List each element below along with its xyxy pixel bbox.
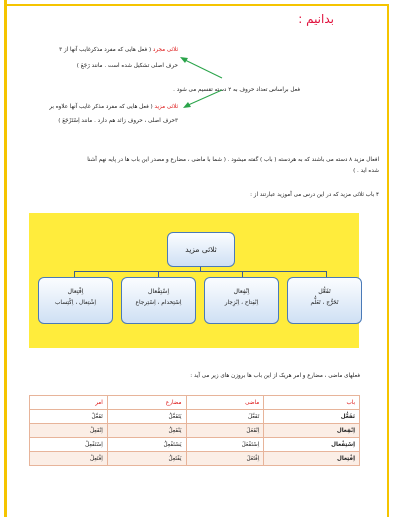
- mazid-label: ثلاثی مزید: [154, 104, 178, 110]
- cell-amr: اِنْفَعِلْ: [30, 424, 108, 438]
- node-examples: اِسْتِخدام ، اِسْتِرجاع: [135, 300, 182, 306]
- page-title: بدانیم :: [298, 12, 334, 26]
- cell-madi: اِسْتَفْعَلَ: [186, 438, 264, 452]
- cell-bab: اِسْتِفْعال: [264, 438, 360, 452]
- cell-mudari: یَتَفَعَّلُ: [107, 410, 186, 424]
- cell-bab: اِفْتِعال: [264, 452, 360, 466]
- node-name: اِسْتِفْعال: [147, 288, 170, 295]
- header-amr: امر: [30, 396, 108, 410]
- node-examples: تَخَرُّج ، تَعَلُّم: [310, 300, 339, 306]
- mazid-text-1: ( فعل هایی که مفرد مذکر غایب آنها علاوه بر: [49, 104, 153, 110]
- cell-mudari: یَنْفَعِلُ: [107, 424, 186, 438]
- arrow-to-mujarrad: [183, 59, 222, 78]
- cell-amr: تَفَعَّلْ: [30, 410, 108, 424]
- cell-bab: تَفَعُّل: [264, 410, 360, 424]
- node-examples: اِشْتِغال ، اِکْتِساب: [54, 300, 97, 306]
- classification-arrows: [0, 0, 400, 160]
- paragraph-line2: شده اید . ): [353, 168, 379, 174]
- header-mudari: مضارع: [107, 396, 186, 410]
- diagram-node-iftial: [38, 277, 113, 324]
- conjugation-table: [29, 395, 360, 466]
- bab-hierarchy-diagram: [29, 213, 359, 348]
- table-row: [30, 424, 360, 438]
- mujarrad-label: ثلاثی مجرد: [152, 47, 178, 53]
- table-header-row: [30, 396, 360, 410]
- table-row: [30, 438, 360, 452]
- diagram-node-istifal: [121, 277, 196, 324]
- arrow-head-mazid: [183, 102, 191, 108]
- table-row: [30, 410, 360, 424]
- cell-amr: اِسْتَفْعِلْ: [30, 438, 108, 452]
- table-intro: فعلهای ماضی ، مضارع و امر هریک از این باب ها بروزن های زیر می آید :: [190, 373, 360, 379]
- connector-horizontal: [74, 271, 327, 272]
- node-name: تَفَعُّل: [318, 288, 331, 295]
- diagram-node-tafaul: [287, 277, 362, 324]
- cell-madi: اِفْتَعَلَ: [186, 452, 264, 466]
- mazid-definition-line2: ۳حرف اصلی ، حروف زائد هم دارد . مانند اِسْتَرْجَعَ ): [58, 118, 178, 124]
- arrow-head-mujarrad: [180, 57, 188, 63]
- cell-bab: اِنْفِعال: [264, 424, 360, 438]
- cell-madi: تَفَعَّلَ: [186, 410, 264, 424]
- cell-madi: اِنْفَعَلَ: [186, 424, 264, 438]
- cell-mudari: یَفْتَعِلُ: [107, 452, 186, 466]
- node-name: اِفْتِعال: [67, 288, 84, 295]
- arrow-to-mazid: [186, 90, 222, 106]
- mujarrad-definition-line2: حرف اصلی تشکیل شده است . مانند رَجَعَ ): [76, 63, 178, 69]
- diagram-node-infial: [204, 277, 279, 324]
- classification-sentence: فعل براساس تعداد حروف به ۲ دسته تقسیم می شود .: [173, 87, 300, 93]
- paragraph-line1: افعال مزید ۸ دسته می باشند که به هردسته ( باب ) گفته میشود . ( شما با ماضی ، مضارع و مصدر این باب ها در پایه نهم آشنا: [87, 157, 379, 163]
- mujarrad-text-1: ( فعل هایی که مفرد مذکرغایب آنها از ۳: [59, 47, 152, 53]
- cell-mudari: یَسْتَفْعِلُ: [107, 438, 186, 452]
- header-madi: ماضی: [186, 396, 264, 410]
- header-bab: باب: [264, 396, 360, 410]
- diagram-root-node: ثلاثی مزید: [167, 232, 235, 267]
- cell-amr: اِفْتَعِلْ: [30, 452, 108, 466]
- four-babs-note: ۴ باب ثلاثی مزید که در این درس می آموزید عبارتند از :: [250, 192, 379, 198]
- node-examples: اِنْفِتاح ، اِنْزِجار: [224, 300, 259, 306]
- node-name: اِنْفِعال: [233, 288, 250, 295]
- table-row: [30, 452, 360, 466]
